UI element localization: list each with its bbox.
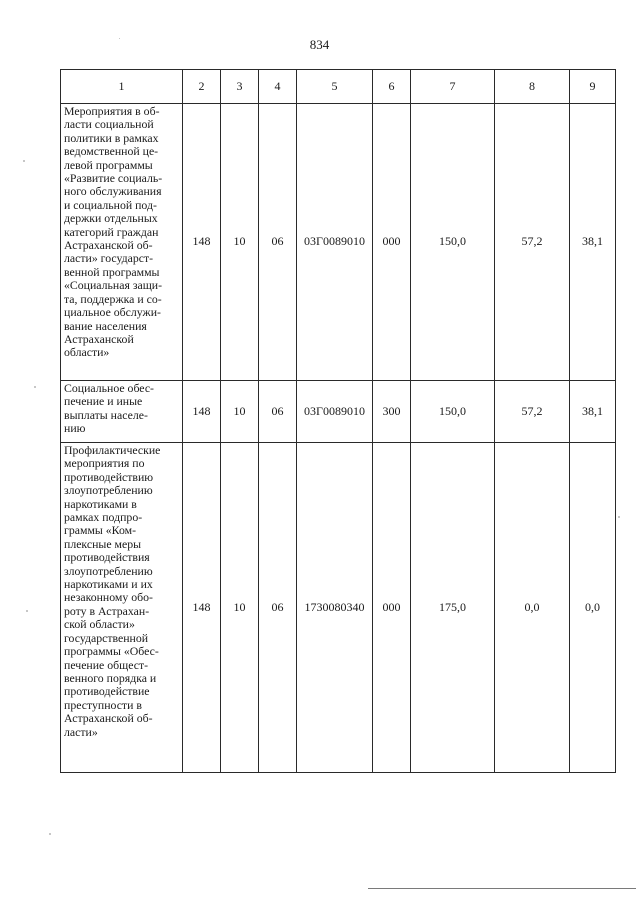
row-cell-col6: 000: [373, 104, 411, 381]
row-cell-col8: 57,2: [495, 104, 570, 381]
row-cell-col4: 06: [259, 443, 297, 773]
row-cell-col8: 57,2: [495, 381, 570, 443]
table-row: [61, 443, 616, 773]
scan-speck: [34, 386, 36, 388]
page-number: 834: [309, 37, 330, 52]
row-cell-col5: 03Г0089010: [297, 381, 373, 443]
row-cell-col2: 148: [183, 443, 221, 773]
table-row: [61, 381, 616, 443]
header-cell-col6: 6: [373, 70, 411, 104]
table-header-row: [61, 70, 616, 104]
row-cell-col2: 148: [183, 104, 221, 381]
row-cell-col2: 148: [183, 381, 221, 443]
row-cell-col5: 03Г0089010: [297, 104, 373, 381]
budget-table: [60, 69, 616, 773]
row-description: Профилактические мероприятия по противодействию злоупотреблению наркотиками в рамках подпро- граммы «Ком- плексные меры противодействия злоупотреблению наркотиками и их незаконному обо- роту в Астрахан- ской области» государственной программы «Обес- печение общест- венного порядка и противодействие преступности в Астраханской об- ласти»: [61, 443, 183, 773]
row-cell-col9: 38,1: [570, 381, 616, 443]
row-cell-col6: 300: [373, 381, 411, 443]
row-cell-col7: 150,0: [411, 104, 495, 381]
header-cell-col7: 7: [411, 70, 495, 104]
row-cell-col4: 06: [259, 381, 297, 443]
header-cell-col2: 2: [183, 70, 221, 104]
row-description: Социальное обес- печение и иные выплаты населе- нию: [61, 381, 183, 443]
row-cell-col7: 175,0: [411, 443, 495, 773]
scan-speck: [119, 38, 120, 39]
row-cell-col5: 1730080340: [297, 443, 373, 773]
row-cell-col3: 10: [221, 443, 259, 773]
row-cell-col4: 06: [259, 104, 297, 381]
row-cell-col6: 000: [373, 443, 411, 773]
row-cell-col3: 10: [221, 104, 259, 381]
row-cell-col9: 0,0: [570, 443, 616, 773]
table-row: [61, 104, 616, 381]
header-cell-col9: 9: [570, 70, 616, 104]
scan-edge-line: [368, 888, 636, 889]
row-cell-col8: 0,0: [495, 443, 570, 773]
row-cell-col7: 150,0: [411, 381, 495, 443]
row-description: Мероприятия в об- ласти социальной политики в рамках ведомственной це- левой программы «Развитие социаль- ного обслуживания и социальной под- держки отдельных категорий граждан Астраханской об- ласти» государст- венной программы «Социальная защи- та, поддержка и со- циальное обслужи- вание населения Астраханской области»: [61, 104, 183, 381]
header-cell-col8: 8: [495, 70, 570, 104]
scan-speck: [26, 610, 28, 612]
row-cell-col3: 10: [221, 381, 259, 443]
scan-speck: [618, 516, 620, 518]
scan-speck: [23, 160, 25, 162]
scan-speck: [49, 833, 51, 835]
header-cell-col5: 5: [297, 70, 373, 104]
header-cell-col1: 1: [61, 70, 183, 104]
header-cell-col3: 3: [221, 70, 259, 104]
row-cell-col9: 38,1: [570, 104, 616, 381]
header-cell-col4: 4: [259, 70, 297, 104]
